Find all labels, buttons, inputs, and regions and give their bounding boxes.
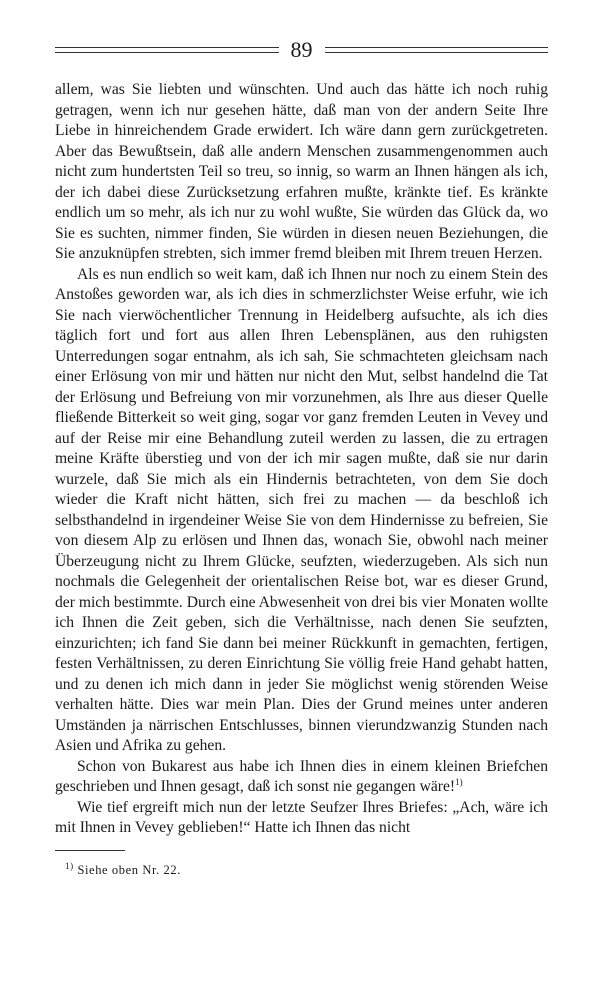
paragraph-1: allem, was Sie liebten und wünschten. Und auch das hätte ich noch ruhig getragen, wenn ich nur gesehen hätte, daß man von der andern Seite Ihre Liebe in hinreichendem Grade erwidert. Ich wäre dann gern zurückgetreten. Aber das Bewußtsein, daß alle andern Menschen zusammengenommen auch nicht zum hundertsten Teil so treu, so innig, so warm an Ihnen hängen als ich, der ich dabei diese Zurücksetzung erfahren mußte, kränkte tief. Es kränkte endlich um so mehr, als ich nur zu wohl wußte, Sie würden das Glück da, wo Sie es suchten, nimmer finden, Sie würden in diesen neuen Beziehungen, die Sie anzuknüpfen strebten, sich immer fremd bleiben mit Ihrem treuen Herzen. bbox=[55, 81, 548, 262]
footnote-marker: 1) bbox=[65, 860, 74, 871]
page-number: 89 bbox=[290, 37, 313, 62]
paragraph-3-text: Schon von Bukarest aus habe ich Ihnen dies in einem kleinen Briefchen geschrieben und Ihnen gesagt, daß ich sonst nie gegangen wäre! bbox=[55, 757, 548, 795]
header-rule-left bbox=[55, 47, 279, 53]
footnote-divider bbox=[55, 850, 125, 851]
footnote-text: Siehe oben Nr. 22. bbox=[77, 863, 181, 877]
paragraph-4: Wie tief ergreift mich nun der letzte Seufzer Ihres Briefes: „Ach, wäre ich mit Ihnen in Vevey geblieben!“ Hatte ich Ihnen das nicht bbox=[55, 798, 548, 836]
page-header bbox=[55, 36, 548, 64]
header-rule-right bbox=[325, 47, 549, 53]
paragraph-3 bbox=[55, 757, 548, 798]
body-text bbox=[55, 80, 548, 839]
footnote bbox=[65, 862, 181, 878]
footnote-reference[interactable]: 1) bbox=[455, 776, 463, 787]
paragraph-2: Als es nun endlich so weit kam, daß ich Ihnen nur noch zu einem Stein des Anstoßes geworden war, als ich dies in schmerzlichster Weise erfuhr, wie ich Sie nach vierwöchentlicher Trennung in Heidelberg aufsuchte, als ich dies täglich fort und fort aus allen Ihren Lebensplänen, aus den ruhigsten Unterredungen sogar entnahm, als ich sah, Sie schmachteten gleichsam nach einer Erlösung von mir und hätten nur nicht den Mut, selbst handelnd die Tat der Erlösung und Befreiung von mir vorzunehmen, als Ihre aus dieser Quelle fließende Bitterkeit so weit ging, sogar vor ganz fremden Leuten in Vevey und auf der Reise mir eine Behandlung zuteil werden zu lassen, die zu ertragen meine Kräfte überstieg und von der ich mir sagen mußte, daß sie nur darin wurzele, daß Sie mich als ein Hindernis betrachteten, von dem Sie doch wieder die Kraft nicht hätten, sich frei zu machen — da beschloß ich selbsthandelnd in irgendeiner Weise Sie von dem Hindernisse zu befreien, Sie von diesem Alp zu erlösen und Ihnen das, wonach Sie, obwohl nach meiner Überzeugung nicht zu Ihrem Glücke, seufzten, wiederzugeben. Als sich nun nochmals die Gelegenheit der orientalischen Reise bot, war es dieser Grund, der mich bestimmte. Durch eine Abwesenheit von drei bis vier Monaten wollte ich Ihnen die Zeit geben, sich die Verhältnisse, nach denen Sie seufzten, einzurichten; ich fand Sie dann bei meiner Rückkunft in gemachten, fertigen, festen Verhältnissen, zu deren Einrichtung Sie völlig freie Hand gehabt hatten, und zu denen ich mich dann in jeder Sie möglichst wenig störenden Weise verhalten hätte. Dies war mein Plan. Dies der Grund meines unter anderen Umständen ja närrischen Entschlusses, binnen vierundzwanzig Stunden nach Asien und Afrika zu gehen. bbox=[55, 265, 548, 754]
